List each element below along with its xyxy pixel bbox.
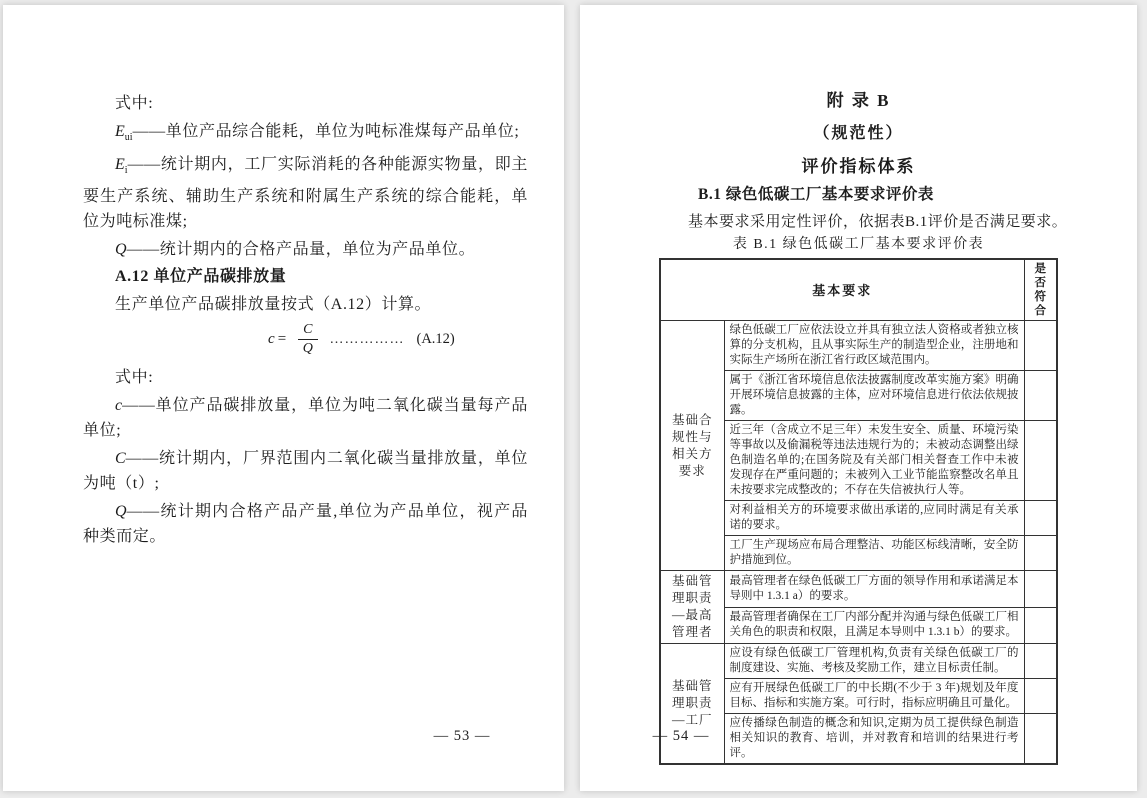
compliance-cell xyxy=(1024,644,1057,679)
definition-ei xyxy=(83,152,528,235)
requirement-cell: 工厂生产现场应布局合理整洁、功能区标线清晰，安全防护措施到位。 xyxy=(724,536,1024,571)
section-b1-intro: 基本要求采用定性评价，依据表B.1评价是否满足要求。 xyxy=(688,214,1068,230)
formula-a12 xyxy=(83,322,528,357)
compliance-cell xyxy=(1024,571,1057,608)
table-b1 xyxy=(659,258,1058,765)
compliance-cell xyxy=(1024,607,1057,644)
table-header-row xyxy=(660,259,1057,321)
definition-c-lower-text: ——单位产品碳排放量，单位为吨二氧化碳当量每产品单位; xyxy=(83,396,528,440)
appendix-normative-label: （规范性） xyxy=(813,125,904,142)
section-heading-b1: B.1 绿色低碳工厂基本要求评价表 xyxy=(698,186,934,203)
where-label-2: 式中: xyxy=(115,369,154,387)
requirement-cell: 属于《浙江省环境信息依法披露制度改革实施方案》明确开展环境信息披露的主体，应对环境信息进行依法依规披露。 xyxy=(724,371,1024,421)
compliance-cell xyxy=(1024,714,1057,765)
table-row xyxy=(660,571,1057,608)
page-54 xyxy=(580,5,1137,791)
compliance-cell xyxy=(1024,421,1057,501)
symbol-ei: E xyxy=(115,156,125,174)
table-row xyxy=(660,644,1057,679)
compliance-cell xyxy=(1024,371,1057,421)
symbol-ei-subscript: i xyxy=(124,165,128,177)
symbol-q1: Q xyxy=(115,240,127,258)
formula-lhs: c = xyxy=(268,331,287,348)
page-53 xyxy=(3,5,564,791)
definition-q2 xyxy=(83,499,528,550)
formula-number-label: (A.12) xyxy=(416,331,455,348)
formula-denominator: Q xyxy=(302,341,313,357)
symbol-c-upper: C xyxy=(115,449,126,467)
page-53-text-block xyxy=(3,5,564,550)
formula-numerator: C xyxy=(298,322,317,340)
definition-c-upper-text: ——统计期内，厂界范围内二氧化碳当量排放量，单位为吨（t）; xyxy=(83,449,528,493)
appendix-subtitle: 评价指标体系 xyxy=(801,157,916,176)
requirement-cell: 绿色低碳工厂应依法设立并具有独立法人资格或者独立核算的分支机构，且从事实际生产的制造型企业，注册地和实际生产场所在浙江省行政区域范围内。 xyxy=(724,321,1024,371)
requirement-cell: 应传播绿色制造的概念和知识,定期为员工提供绿色制造相关知识的教育、培训，并对教育和培训的结果进行考评。 xyxy=(724,714,1024,765)
requirement-cell: 对利益相关方的环境要求做出承诺的,应同时满足有关承诺的要求。 xyxy=(724,501,1024,536)
formula-dot-leader: …………… xyxy=(329,332,405,348)
requirement-cell: 近三年（含成立不足三年）未发生安全、质量、环境污染等事故以及偷漏税等违法违规行为的；未被动态调整出绿色制造名单的;在国务院及有关部门相关督查工作中未被发现存在严重问题的；未被列入工业节能监察整改名单且未按要求完成整改的；不存在失信被执行人等。 xyxy=(724,421,1024,501)
definition-eui-text: ——单位产品综合能耗，单位为吨标准煤每产品单位; xyxy=(132,122,520,140)
section-a12-intro: 生产单位产品碳排放量按式（A.12）计算。 xyxy=(115,295,432,313)
page-number-53: — 53 — xyxy=(433,728,491,744)
category-cell-top-management: 基础管理职责—最高管理者 xyxy=(660,571,724,644)
appendix-title: 附 录 B xyxy=(826,91,891,110)
formula-fraction xyxy=(298,322,317,357)
symbol-q2: Q xyxy=(115,502,127,520)
category-cell-compliance: 基础合规性与相关方要求 xyxy=(660,321,724,571)
definition-c-upper xyxy=(83,446,528,497)
page-number-54: — 54 — xyxy=(652,728,710,744)
page-54-text-block xyxy=(580,5,1137,765)
symbol-eui: E xyxy=(115,122,125,140)
table-b1-caption: 表 B.1 绿色低碳工厂基本要求评价表 xyxy=(732,237,985,252)
category-cell-factory: 基础管理职责—工厂 xyxy=(660,644,724,765)
section-heading-a12: A.12 单位产品碳排放量 xyxy=(115,268,287,286)
header-basic-requirements: 基本要求 xyxy=(660,259,1024,321)
compliance-cell xyxy=(1024,536,1057,571)
definition-q1-text: ——统计期内的合格产品量，单位为产品单位。 xyxy=(126,240,476,258)
header-compliance: 是否符合 xyxy=(1024,259,1057,321)
definition-ei-text: ——统计期内，工厂实际消耗的各种能源实物量，即主要生产系统、辅助生产系统和附属生产系统的综合能耗，单位为吨标准煤; xyxy=(83,156,528,231)
table-row xyxy=(660,321,1057,371)
definition-q2-text: ——统计期内合格产品产量,单位为产品单位，视产品种类而定。 xyxy=(83,502,528,546)
symbol-eui-subscript: ui xyxy=(124,131,133,143)
requirement-cell: 应设有绿色低碳工厂管理机构,负责有关绿色低碳工厂的制度建设、实施、考核及奖励工作，建立目标责任制。 xyxy=(724,644,1024,679)
symbol-c-lower: c xyxy=(115,396,123,414)
requirement-cell: 最高管理者确保在工厂内部分配并沟通与绿色低碳工厂相关角色的职责和权限，且满足本导则中 1.3.1 b）的要求。 xyxy=(724,607,1024,644)
compliance-cell xyxy=(1024,679,1057,714)
compliance-cell xyxy=(1024,501,1057,536)
requirement-cell: 最高管理者在绿色低碳工厂方面的领导作用和承诺满足本导则中 1.3.1 a）的要求。 xyxy=(724,571,1024,608)
definition-c-lower xyxy=(83,393,528,444)
where-label-1: 式中: xyxy=(115,95,154,112)
definition-eui xyxy=(83,119,528,151)
requirement-cell: 应有开展绿色低碳工厂的中长期(不少于 3 年)规划及年度目标、指标和实施方案。可行时，指标应明确且可量化。 xyxy=(724,679,1024,714)
definition-q1 xyxy=(83,237,528,263)
compliance-cell xyxy=(1024,321,1057,371)
